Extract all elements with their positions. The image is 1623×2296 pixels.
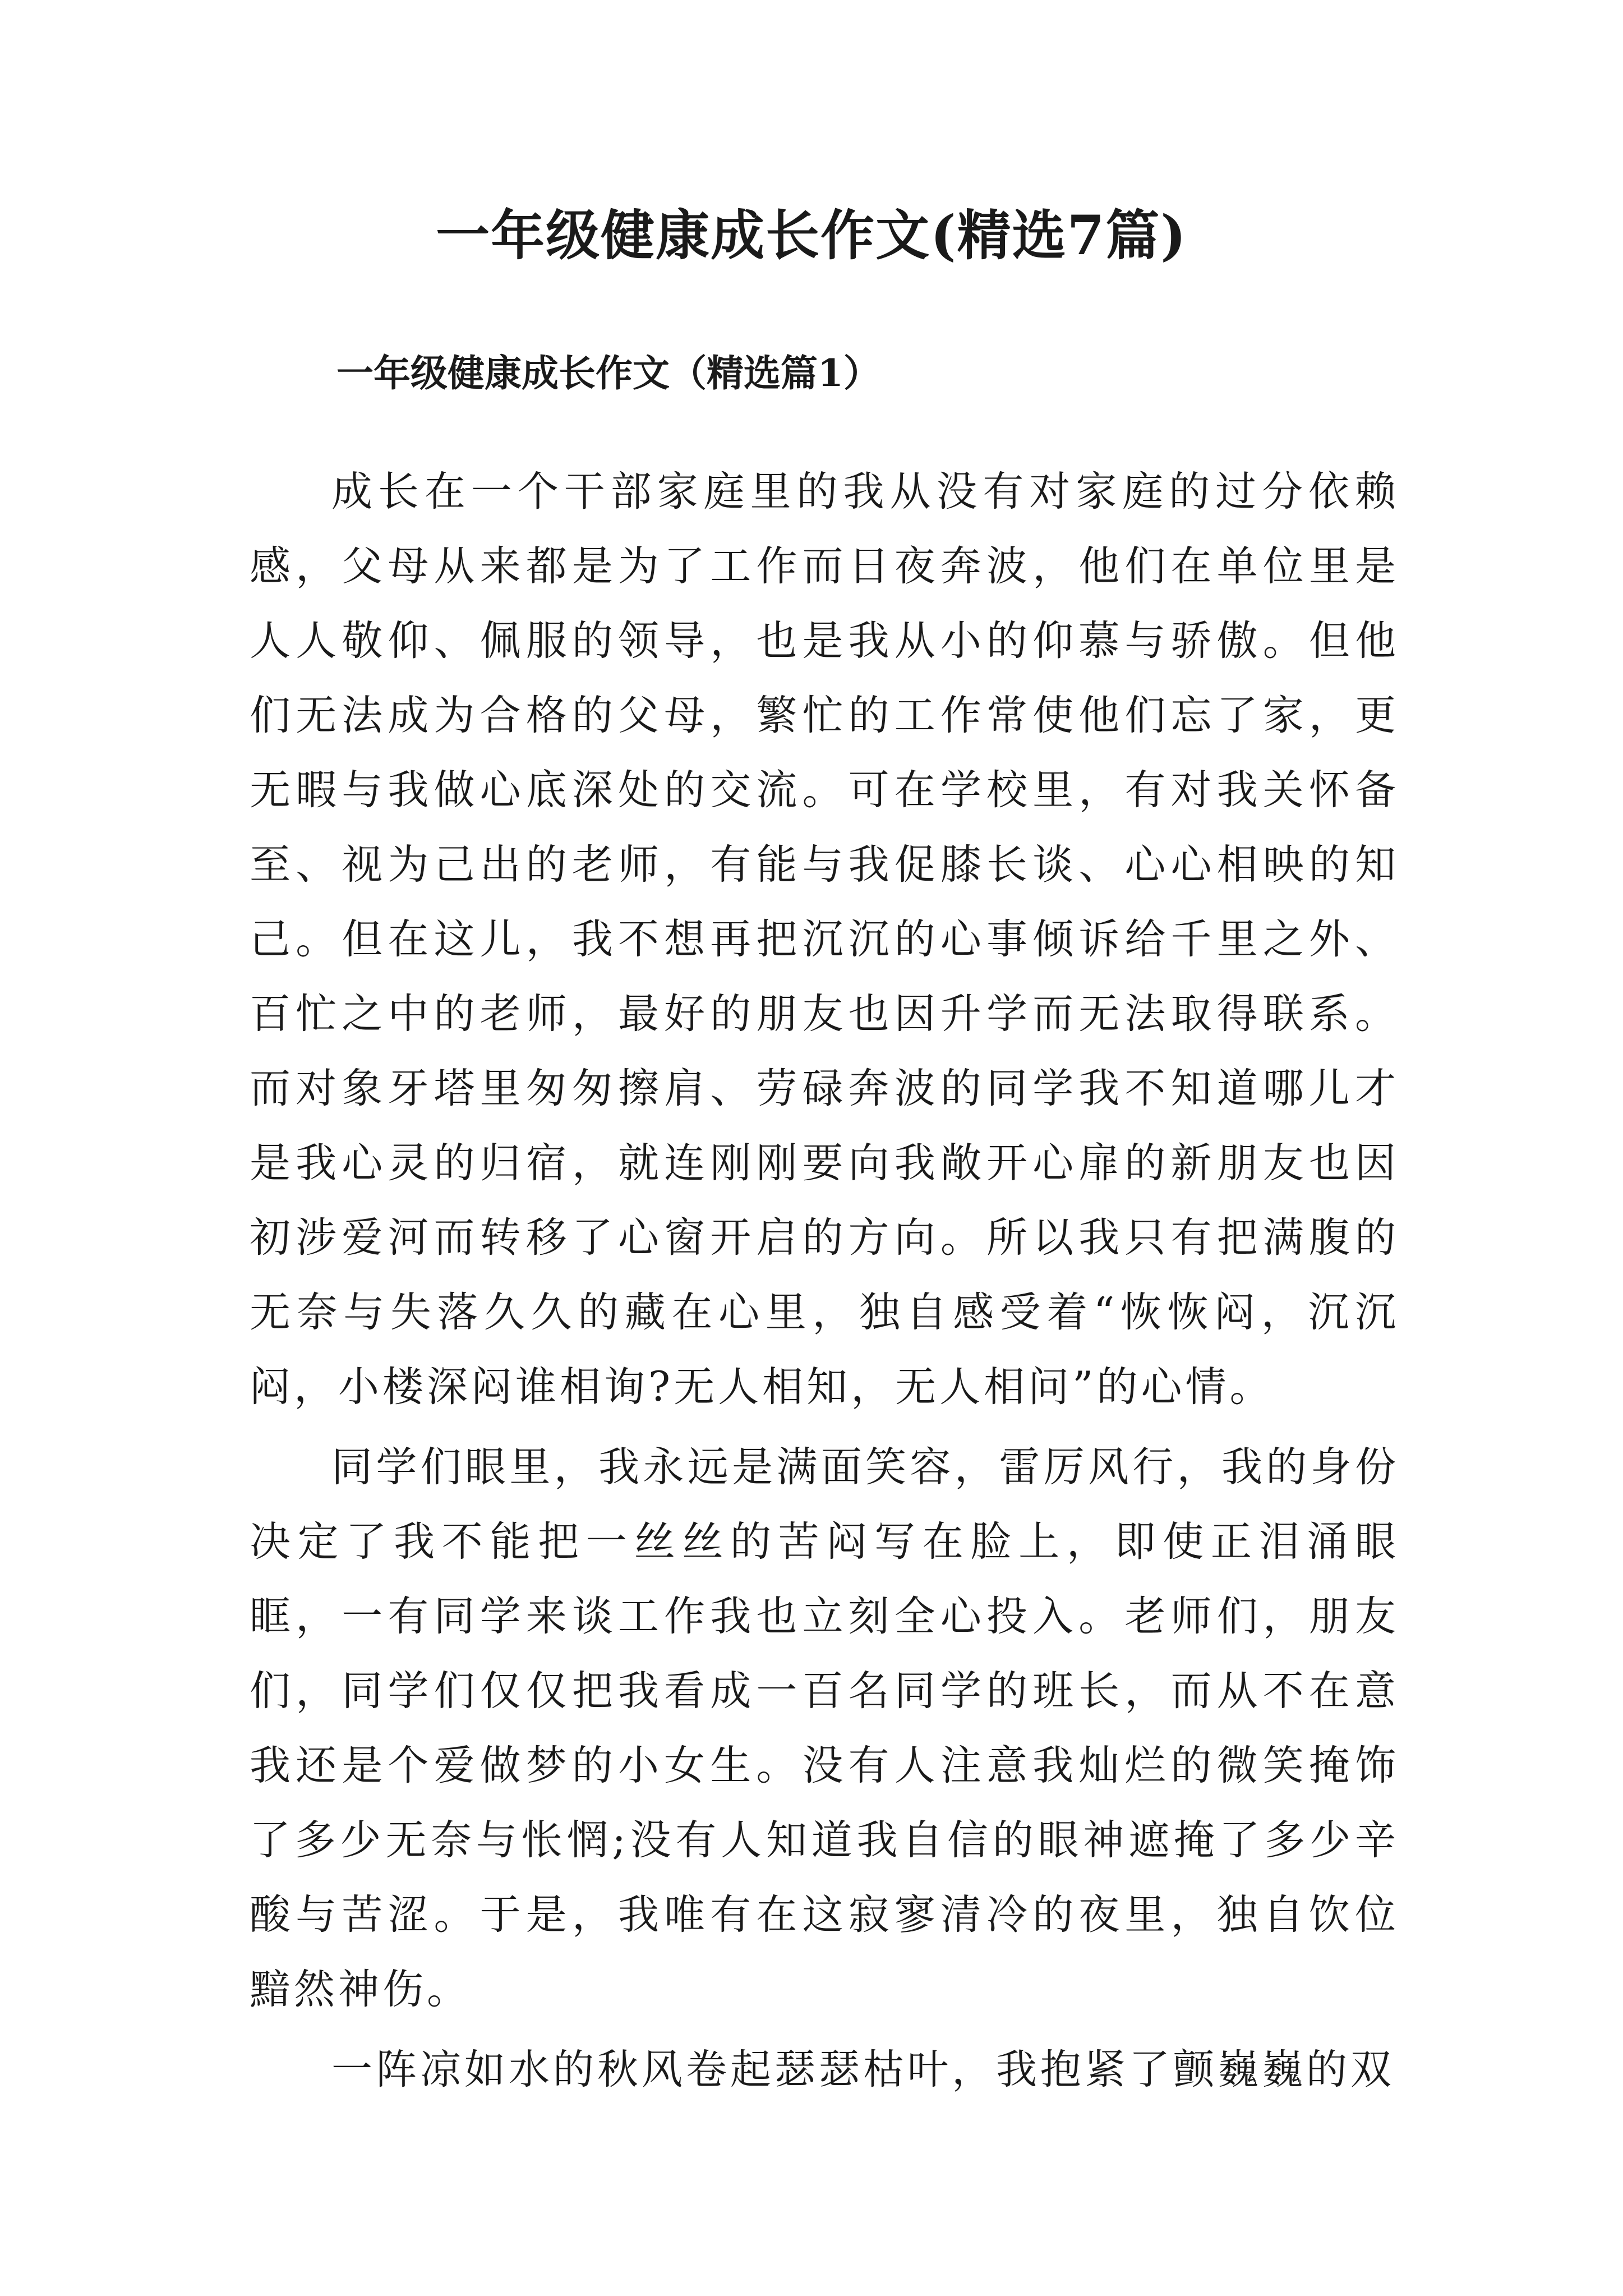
paragraph: 同学们眼里，我永远是满面笑容，雷厉风行，我的身份决定了我不能把一丝丝的苦闷写在脸上，即使正泪涌眼眶，一有同学来谈工作我也立刻全心投入。老师们，朋友们，同学们仅仅把我看成一百名同学的班长，而从不在意我还是个爱做梦的小女生。没有人注意我灿烂的微笑掩饰了多少无奈与怅惘;没有人知道我自信的眼神遮掩了多少辛酸与苦涩。于是，我唯有在这寂寥清冷的夜里，独自饮位黯然神伤。 (250, 1443, 1399, 2013)
document-title: 一年级健康成长作文(精选7篇) (436, 204, 1187, 267)
section-heading: 一年级健康成长作文（精选篇1） (336, 351, 880, 395)
body-text (250, 454, 1399, 2113)
paragraph: 一阵凉如水的秋风卷起瑟瑟枯叶，我抱紧了颤巍巍的双 (331, 2046, 1395, 2093)
paragraph: 成长在一个干部家庭里的我从没有对家庭的过分依赖感，父母从来都是为了工作而日夜奔波，他们在单位里是人人敬仰、佩服的领导，也是我从小的仰慕与骄傲。但他们无法成为合格的父母，繁忙的工作常使他们忘了家，更无暇与我做心底深处的交流。可在学校里，有对我关怀备至、视为己出的老师，有能与我促膝长谈、心心相映的知己。但在这儿，我不想再把沉沉的心事倾诉给千里之外、百忙之中的老师，最好的朋友也因升学而无法取得联系。而对象牙塔里匆匆擦肩、劳碌奔波的同学我不知道哪儿才是我心灵的归宿，就连刚刚要向我敞开心扉的新朋友也因初涉爱河而转移了心窗开启的方向。所以我只有把满腹的无奈与失落久久的藏在心里，独自感受着“恢恢闷，沉沉闷，小楼深闷谁相询?无人相知，无人相问”的心情。 (250, 468, 1399, 1411)
